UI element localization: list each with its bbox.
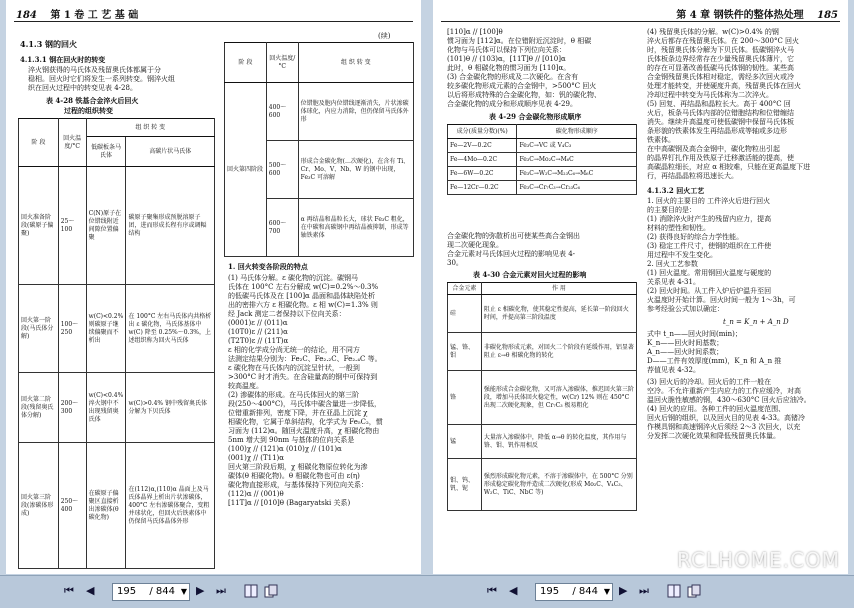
- table-row: 500～600 形成合金碳化物(…次硬化)，在含有 Ti、Cr、Mo、V、Nb、W 的钢中出现，Fe₃C 可溶解: [225, 141, 414, 199]
- text-line: 材料的塑性和韧性。: [647, 224, 710, 232]
- right-col2-text-end: [647, 378, 811, 441]
- page-number-input-right[interactable]: 195 / 844 ▼: [535, 583, 613, 601]
- text-line: 2. 回火工艺参数: [647, 260, 698, 268]
- right-viewer-toolbar: [427, 575, 854, 608]
- th-temp: 回火温度/°C: [58, 119, 86, 167]
- text-line: 消失。继续升高温度可使低碳钢中保留马氏体板: [647, 118, 794, 126]
- page-layout-icon[interactable]: [244, 584, 258, 598]
- text-line: (100)χ // (121)α (010)χ // (101)α: [228, 445, 342, 453]
- text-line: 的主要目的是：: [647, 206, 696, 214]
- copy-page-icon[interactable]: [264, 584, 278, 598]
- text-line: 此时，θ 相碳化物的惯习面为 [110]α。: [447, 64, 571, 72]
- text-line: 化物与马氏体可以保持下列位向关系：: [447, 46, 566, 54]
- text-line: 冷却过程中转变为马氏体称为二次淬火。: [647, 91, 773, 99]
- text-line: [110]α // [100]θ: [447, 28, 503, 36]
- table-428-caption-2: 过程的组织转变: [64, 106, 113, 115]
- right-running-head: [443, 6, 838, 20]
- table-row: 锰 大量溶入渗碳体中，降低 α→θ 的转化温度，其作用与铬、钼、钒作用相反: [448, 425, 637, 459]
- text-line: 氏体在 100°C 左右分解成 w(C)=0.2%～0.3%: [228, 283, 379, 291]
- table-row: 铬 强能形成合金碳化物，又可溶入渗碳体，推迟回火第三阶段，增加马氏体回火稳定性，w(Cr) 12% 则在 450°C 出现二次硬化现象，但 Cr₇C₃ 极易粗化: [448, 371, 637, 425]
- text-line: 出的密排六方 ε 相碳化物。ε 相 w(C)=1.3% 则: [228, 301, 378, 309]
- text-line: 经 Jack 测定二者保持以下位向关系：: [228, 310, 346, 318]
- text-line: 现二次硬化现象。: [447, 241, 503, 249]
- next-page-icon[interactable]: ▶: [196, 584, 205, 597]
- text-line: (T2T0)ε // (11T)α: [228, 337, 289, 345]
- formula: t_n = K_n + A_n D: [723, 318, 789, 326]
- text-line: 分发挥二次硬化效果和降低残留奥氏体量。: [647, 432, 780, 440]
- right-page: [433, 0, 848, 574]
- text-line: (2) 渗碳体的形成。在马氏体回火的第三阶: [228, 391, 360, 399]
- text-line: 法测定结果分别为：Fe₂C、Fe₂.₂C、Fe₂.₄C 等。: [228, 355, 382, 363]
- prev-page-icon[interactable]: ◀: [509, 584, 518, 597]
- table-row: 回火第一阶段(马氏体分解) 100～250 w(C)<0.2% 则碳原子继续偏聚而不析出 在 100°C 左右马氏体内共格析出 ε 碳化物，马氏体基体中 w(C) 降至 0.25%～0.3%，上述组织称为回火马氏体: [19, 285, 215, 373]
- table-row: 钼、钨、钒、铌 强烈形成碳化物元素，不溶于渗碳体中，在 500°C 分别形成稳定碳化物并造成二次硬化(形成 Mo₂C、V₄C₃、W₂C、TiC、NbC 等): [448, 459, 637, 511]
- text-line: D——工件有效厚度(mm)，K_n 和 A_n 推: [647, 357, 782, 365]
- th-stage: 阶 段: [19, 119, 59, 167]
- text-line: (112)α // (001)θ: [228, 490, 284, 498]
- table-row: 回火准备阶段(碳原子偏聚) 25～100 C(N)原子在位错线附近间隙位置偏聚 碳原子聚集形成预脱溶原子团，进而形成长程有序或调幅结构: [19, 167, 215, 285]
- text-line: 时，残留奥氏体分解为下贝氏体。低碳钢淬火马: [647, 46, 794, 54]
- subsection-heading-1: 1. 回火转变各阶段的特点: [228, 262, 308, 271]
- left-running-title: 第 1 卷 工 艺 基 础: [50, 10, 139, 21]
- text-line: (10T0)ε // (211)α: [228, 328, 288, 336]
- first-page-icon[interactable]: ⏮: [487, 584, 497, 597]
- text-line: 合金元素对马氏体回火过程的影响见表 4-: [447, 250, 576, 258]
- text-line: (4) 残留奥氏体的分解。w(C)>0.4% 的钢: [647, 28, 779, 36]
- text-line: 在中高碳钢及高合金钢中，碳化物粒出引起: [647, 145, 780, 153]
- left-viewer-toolbar: [0, 575, 427, 608]
- right-col2-text-after: [647, 197, 796, 314]
- next-page-icon[interactable]: ▶: [619, 584, 628, 597]
- text-line: 相碳化物，它属于单斜结构，化学式为 Fe₅C₂，惯: [228, 418, 383, 426]
- right-col1-text: [447, 28, 601, 109]
- text-line: 温回火脆性敏感的钢，430～630°C 回火后应油冷。: [647, 396, 811, 404]
- text-line: 高碳晶粒细长，对应 α 相较难，只能在更高温度下进: [647, 163, 811, 171]
- text-line: A_n——回火时间系数；: [647, 348, 724, 356]
- text-line: (4) 回火的应用。各种工件的回火温度范围、: [647, 405, 786, 413]
- th-temp-cont: 回火温度/°C: [266, 43, 298, 83]
- text-line: 式中 t_n——回火时间(min)；: [647, 330, 742, 338]
- table-429-caption: 表 4-29 合金碳化物形成顺序: [489, 112, 582, 121]
- table-428-caption: 表 4-28 铁基合金淬火后回火: [46, 96, 139, 105]
- text-line: 处理才能转变，并使硬度升高，残留奥氏体在回火: [647, 82, 801, 90]
- text-line: (5) 回复、再结晶和晶粒长大。高于 400°C 回: [647, 100, 791, 108]
- left-page-number: 184: [16, 10, 37, 21]
- text-line: (1) 回火温度。常用钢回火温度与硬度的: [647, 269, 772, 277]
- th-high-c: 高碳片状马氏体: [126, 137, 215, 167]
- th-stage-cont: 阶 段: [225, 43, 267, 83]
- text-line: (101)θ // (103)α，[11T]θ // [010]α: [447, 55, 566, 63]
- chevron-down-icon[interactable]: ▼: [180, 587, 187, 596]
- text-line: 较高温度。: [228, 382, 263, 390]
- text-line: 氏体板条边界经常存在少量残留奥氏体薄片，它: [647, 55, 794, 63]
- table-row: Fe—6W—0.2C Fe₃C→W₂C→M₂₃C₆→M₆C: [448, 167, 637, 181]
- copy-page-icon[interactable]: [687, 584, 701, 598]
- text-line: 碳化物直接形成，与基体保持下列位向关系：: [228, 481, 368, 489]
- page-layout-icon[interactable]: [667, 584, 681, 598]
- prev-page-icon[interactable]: ◀: [86, 584, 95, 597]
- table-row: 回火第三阶段(渗碳体形成) 250～400 在碳原子偏聚区直接析出渗碳体(θ碳化物) 在(112)α,(110)α 晶面上及马氏体晶界上析出片状渗碳体，400°C 左右渗碳体聚合，变粗并球状化，但回火后铁素体中仍保留马氏体晶体外形: [19, 443, 215, 569]
- section-heading-4132: 4.1.3.2 回火工艺: [647, 186, 705, 195]
- right-col2-text: [647, 28, 810, 181]
- table-430: 合金元素 作 用 硅 阻止 ε 相碳化物，使其稳定性提高，延长第一阶段回火时间，并提高第三阶段温度 锰、铬、钼 非碳化物形成元素，对回火二个阶段有延缓作用，铝显著阻止 ε→θ 相碳化物的转化 铬 强能形成合金碳化物，又可溶入渗碳体，推迟回火第三阶段，增加马氏体回火稳定性，w(Cr) 12% 则在 450°C 出现二次硬化现象，但 Cr₇C₃ 极易粗化 锰 大量溶入渗碳体中，降低 α→θ 的转化温度，其作用与铬、钼、钒作用相反 钼、钨、钒、铌 强烈形成碳化物元素，不溶于渗碳体中，在 500°C 分别形成稳定碳化物并造成二次硬化(形成 Mo₂C、V₄C₃、W₂C、TiC、NbC 等): [447, 282, 637, 511]
- text-line: (1) 消除淬火时产生的残留内应力，提高: [647, 215, 772, 223]
- text-line: 1. 回火的主要目的 工件淬火后进行回火: [647, 197, 771, 205]
- table-row: Fe—2V—0.2C Fe₃C→VC 或 V₄C₃: [448, 139, 637, 153]
- text-line: 参考经验公式加以确定：: [647, 305, 724, 313]
- table-row: Fe—4Mo—0.2C Fe₃C→Mo₂C→M₆C: [448, 153, 637, 167]
- th-low-c: 低碳板条马氏体: [86, 137, 126, 167]
- text-line: (3) 稳定工件尺寸，使钢的组织在工件使: [647, 242, 772, 250]
- text-line: 合金碳化物的弥散析出可使某些高合金钢出: [447, 232, 580, 240]
- table-row: 硅 阻止 ε 相碳化物，使其稳定性提高，延长第一阶段回火时间，并提高第三阶段温度: [448, 295, 637, 333]
- formula-definitions: [647, 330, 781, 375]
- text-line: 回火后钢的组织，以及回火目的见表 4-33。高锗冷: [647, 414, 805, 422]
- text-line: (2) 回火时间。从工件入炉后炉温升至回: [647, 287, 772, 295]
- text-line: (1) 马氏体分解。ε 碳化物的沉淀。碳钢马: [228, 274, 358, 282]
- table-row: 600～700 α 再结晶和晶粒长大，球状 Fe₃C 粗化，在中碳和高碳钢中再结晶被抑制，形成等轴铁素体: [225, 199, 414, 257]
- th-transform: 组 织 转 变: [86, 119, 214, 137]
- table-430-caption: 表 4-30 合金元素对回火过程的影响: [473, 270, 587, 279]
- text-line: 行，再结晶晶粒将迅速长大。: [647, 172, 738, 180]
- text-line: 用过程中不发生变化。: [647, 251, 717, 259]
- watermark-text: RCLHOME.COM: [676, 548, 840, 572]
- first-page-icon[interactable]: ⏮: [64, 584, 74, 597]
- text-line: >300°C 时才消失。在含硅量高的钢中可保持到: [228, 373, 378, 381]
- text-line: 习面为 (112)α。随回火温度升高，χ 相碳化物由: [228, 427, 380, 435]
- th-transform-cont: 组 织 转 变: [298, 43, 413, 83]
- text-line: 火温度时开始计算。回火时间一般为 1～3h，可: [647, 296, 796, 304]
- table-continued-label: (续): [378, 32, 391, 40]
- section-heading-413: 4.1.3 钢的回火: [20, 39, 78, 49]
- text-line: 的晶界钉扎作用及铁原子迁移激活能的提高，使: [647, 154, 794, 162]
- text-line: ε 碳化物在马氏体内的沉淀呈针状，一般到: [228, 364, 360, 372]
- right-col1-text-after: [447, 232, 580, 268]
- last-page-icon[interactable]: ⏭: [639, 584, 649, 597]
- text-line: 淬火后都存在残留奥氏体。在 200～300°C 回火: [647, 37, 800, 45]
- text-line: (0001)ε // (011)α: [228, 319, 288, 327]
- text-line: 30。: [447, 259, 463, 267]
- text-line: 铁素体。: [647, 136, 675, 144]
- text-line: 较多碳化物形成元素的合金钢中，>500°C 回火: [447, 82, 597, 90]
- left-head-rule: [14, 21, 413, 22]
- text-line: 荐值见表 4-32。: [647, 366, 700, 374]
- table-row: 回火第二阶段(残留奥氏体分解) 200～300 w(C)<0.4% 淬火钢中不出现残留奥氏体 w(C)>0.4% 钢中残留奥氏体分解为下贝氏体: [19, 373, 215, 443]
- right-page-number: 185: [817, 10, 838, 21]
- left-right-column-text: [228, 274, 383, 508]
- text-line: 的存在可显著改善低碳马氏体钢的韧性。某些高: [647, 64, 794, 72]
- text-line: 合金钢残留奥氏体相对稳定，需经多次回火或冷: [647, 73, 794, 81]
- right-head-rule: [441, 21, 840, 22]
- text-line: 的低碳马氏体及在 [100]α 晶面和晶体缺陷处析: [228, 292, 375, 300]
- text-line: (001)χ // (T11)α: [228, 454, 284, 462]
- text-line: 作模具钢和高速钢淬火后须经 2～3 次回火，以充: [647, 423, 801, 431]
- page-number-input-left[interactable]: 195 / 844 ▼: [112, 583, 190, 601]
- last-page-icon[interactable]: ⏭: [216, 584, 226, 597]
- text-line: ε 相的化学成分尚无统一的结论，用不同方: [228, 346, 360, 354]
- chevron-down-icon[interactable]: ▼: [603, 587, 610, 596]
- left-page: [6, 0, 421, 574]
- intro-paragraph: 淬火钢获得的马氏体及残留奥氏体都属于分 稳相。回火时它们将发生一系列转变。钢淬火组 织在回火过程中的转变见表 4-28。: [28, 66, 175, 92]
- text-line: 空冷。不允许重新产生内应力的工作应缓冷，对高: [647, 387, 801, 395]
- table-row: 回火第四阶段 400～600 位错胞及胞内位错线逐渐消失，片状渗碳体球化，内应力消除，但仍保留马氏体外形: [225, 83, 414, 141]
- text-line: 合金碳化物的成分和形成顺序见表 4-29。: [447, 100, 577, 108]
- text-line: 条形貌的铁素体发生再结晶形成等轴或多边形: [647, 127, 787, 135]
- table-428: [18, 118, 215, 569]
- table-row: 锰、铬、钼 非碳化物形成元素，对回火二个阶段有延缓作用，铝显著阻止 ε→θ 相碳化物的转化: [448, 333, 637, 371]
- text-line: 5nm 增大到 90nm 与基体的位向关系是: [228, 436, 355, 444]
- text-line: 碳体(θ 相碳化物)。θ 相碳化物也可由 ε(η): [228, 472, 360, 480]
- text-line: (3) 合金碳化物的形成及二次硬化。在含有: [447, 73, 579, 81]
- table-429: 成分(质量分数)(%) 碳化物形成顺序 Fe—2V—0.2C Fe₃C→VC 或 V₄C₃ Fe—4Mo—0.2C Fe₃C→Mo₂C→M₆C Fe—6W—0.2C Fe₃C→W₂C→M₂₃C₆→M₆C Fe—12Cr—0.2C Fe₃C→Cr₇C₃→Cr₂₃C₆: [447, 124, 637, 195]
- text-line: 以后将形成特殊的合金碳化物，如：钒的碳化物、: [447, 91, 601, 99]
- text-line: (3) 回火后的冷却。回火后的工件一般在: [647, 378, 772, 386]
- right-document-pane: [427, 0, 854, 608]
- text-line: K_n——回火时间基数；: [647, 339, 724, 347]
- section-heading-4131: 4.1.3.1 钢在回火时的转变: [20, 55, 106, 64]
- text-line: 回火第三阶段后期，χ 相碳化物原位转化为渗: [228, 463, 368, 471]
- table-row: Fe—12Cr—0.2C Fe₃C→Cr₇C₃→Cr₂₃C₆: [448, 181, 637, 195]
- table-428-continued: [224, 42, 414, 257]
- right-running-title: 第 4 章 钢铁件的整体热处理: [676, 10, 804, 21]
- text-line: 惯习面为 [112]α。在位错附近沉淀时，θ 相碳: [447, 37, 592, 45]
- text-line: 位错重新排列，密度下降，并在亚晶上沉淀 χ: [228, 409, 368, 417]
- text-line: 段(250～400°C)，马氏体中碳含量进一步降低，: [228, 400, 382, 408]
- left-running-head: [16, 6, 411, 20]
- text-line: (2) 获得良好的综合力学性能。: [647, 233, 744, 241]
- text-line: 关系见表 4-31。: [647, 278, 700, 286]
- text-line: 火后，板条马氏体内部的位错胞结构和位错缠结: [647, 109, 794, 117]
- text-line: [11T]α // [010]θ (Bagaryatski 关系): [228, 499, 351, 507]
